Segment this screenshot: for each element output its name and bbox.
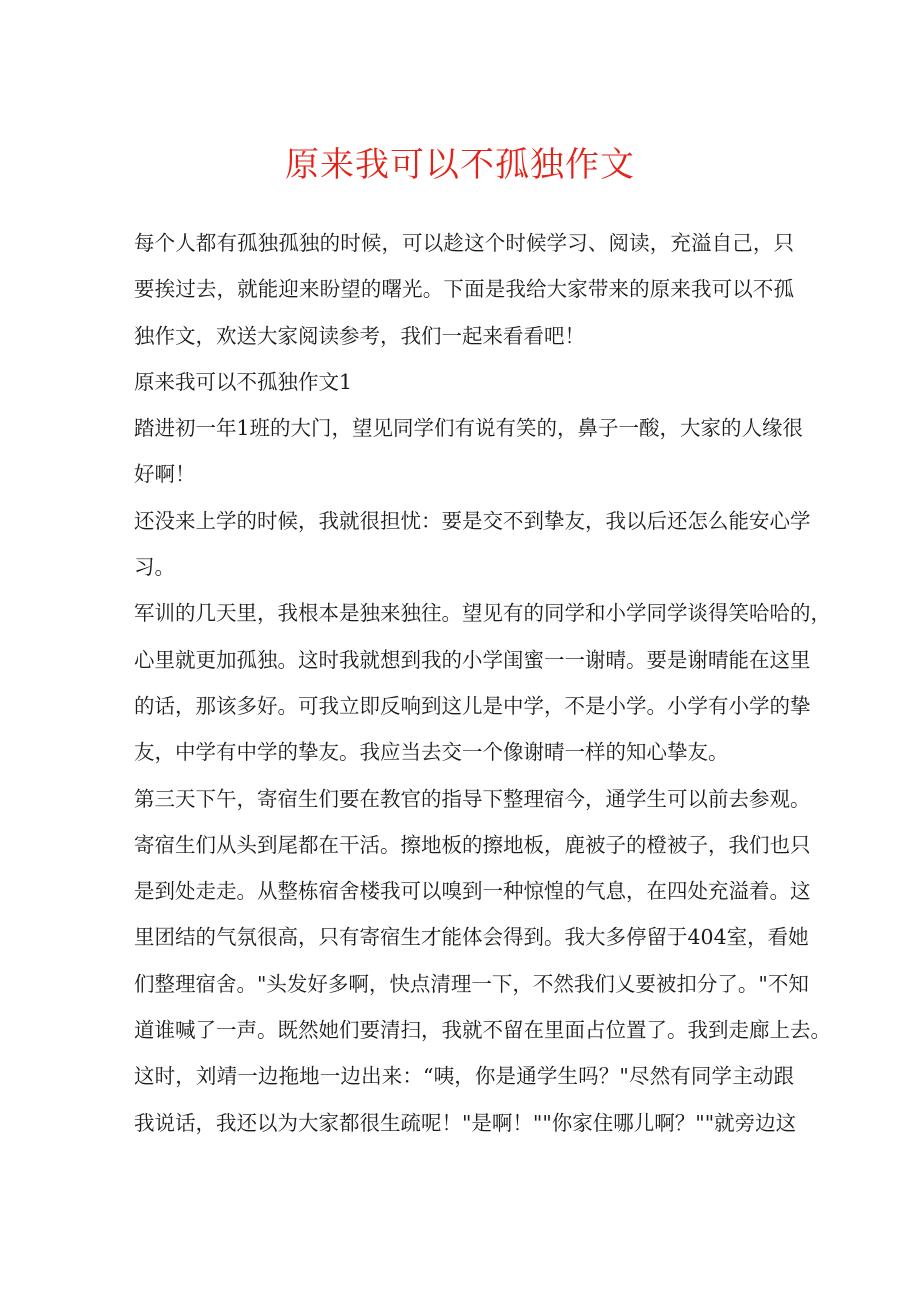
body-line: 道谁喊了一声。既然她们要清扫，我就不留在里面占位置了。我到走廊上去。	[134, 1018, 831, 1043]
body-line: 独作文，欢送大家阅读参考，我们一起来看看吧！	[134, 323, 585, 348]
body-line: 习。	[134, 555, 175, 580]
body-line: 要挨过去，就能迎来盼望的曙光。下面是我给大家带来的原来我可以不孤	[134, 277, 794, 302]
body-line: 里团结的气氛很高，只有寄宿生才能体会得到。我大多停留于404室，看她	[134, 925, 809, 950]
body-line: 这时，刘靖一边拖地一边出来：“咦，你是通学生吗？"尽然有同学主动跟	[134, 1064, 794, 1089]
body-line: 第三天下午，寄宿生们要在教官的指导下整理宿今，通学生可以前去参观。	[134, 786, 811, 811]
document-body	[134, 220, 831, 1146]
document-title: 原来我可以不孤独作文	[285, 145, 635, 185]
body-line: 我说话，我还以为大家都很生疏呢！"是啊！""你家住哪儿啊？""就旁边这	[134, 1110, 797, 1135]
body-line: 踏进初一年1班的大门，望见同学们有说有笑的，鼻子一酸，大家的人缘很	[134, 416, 804, 441]
body-line: 军训的几天里，我根本是独来独往。望见有的同学和小学同学谈得笑哈哈的，	[134, 601, 831, 626]
body-line: 还没来上学的时候，我就很担忧：要是交不到挚友，我以后还怎么能安心学	[134, 508, 811, 533]
body-line: 每个人都有孤独孤独的时候，可以趁这个时候学习、阅读，充溢自己，只	[134, 231, 794, 255]
body-line: 是到处走走。从整栋宿舍楼我可以嗅到一种惊惶的气息，在四处充溢着。这	[134, 879, 811, 904]
body-line: 好啊！	[134, 462, 196, 487]
body-line: 的话，那该多好。可我立即反响到这儿是中学，不是小学。小学有小学的挚	[134, 693, 811, 718]
body-line: 寄宿生们从头到尾都在干活。擦地板的擦地板，鹿被子的橙被子，我们也只	[134, 832, 811, 857]
section-heading: 原来我可以不孤独作文1	[134, 369, 353, 394]
body-line: 们整理宿舍。"头发好多啊，快点清理一下，不然我们乂要被扣分了。"不知	[134, 971, 809, 996]
body-line: 友，中学有中学的挚友。我应当去交一个像谢晴一样的知心挚友。	[134, 740, 729, 765]
body-line: 心里就更加孤独。这时我就想到我的小学闺蜜一一谢晴。要是谢晴能在这里	[134, 647, 811, 672]
